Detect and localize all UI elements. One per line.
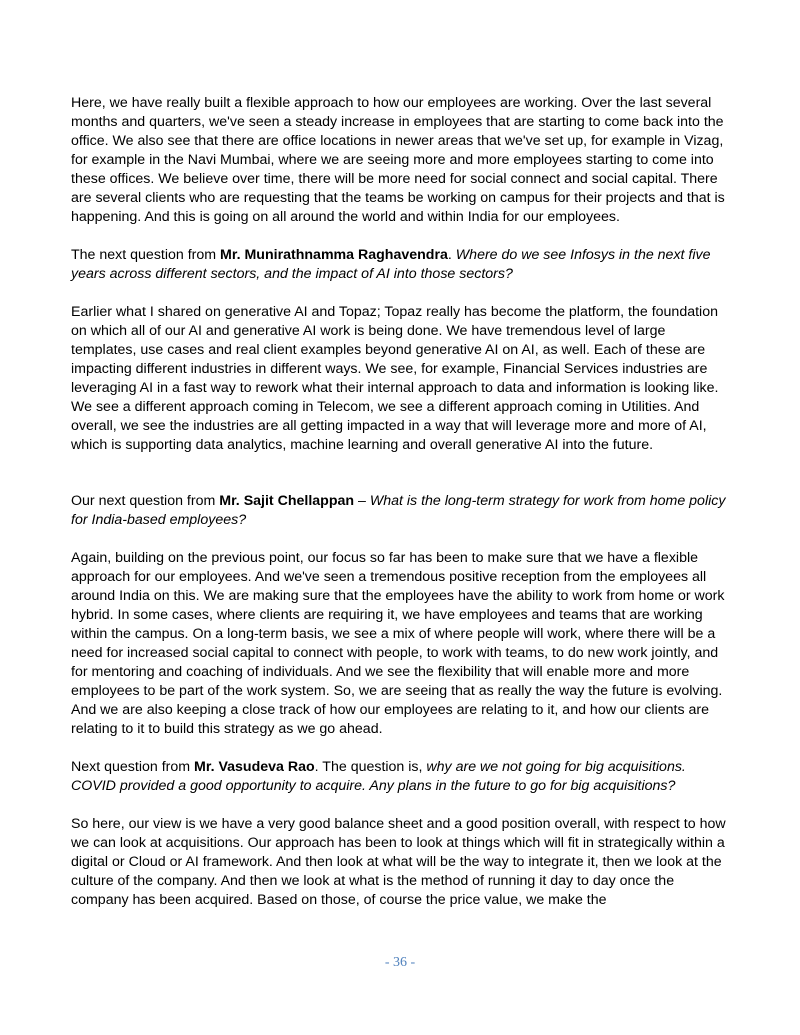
questioner-name: Mr. Munirathnamma Raghavendra	[220, 247, 448, 263]
question-separator: . The question is,	[314, 759, 427, 775]
questioner-name: Mr. Vasudeva Rao	[194, 759, 315, 775]
answer-paragraph: So here, our view is we have a very good balance sheet and a good position overall, with respect to how we can look at acquisitions. Our approach has been to look at things which will fit in strategically within a digital or Cloud or AI framework. And then look at what will be the way to integrate it, then we look at the culture of the company. And then we look at what is the method of running it day to day once the company has been acquired. Based on those, of course the price value, we make the	[71, 816, 726, 908]
question-paragraph	[71, 492, 731, 530]
question-paragraph	[71, 758, 731, 796]
question-separator: .	[447, 247, 456, 263]
question-separator: –	[354, 493, 370, 509]
question-text: why are we not going for big acquisitions. COVID provided a good opportunity to acquire. Any plans in the future to go for big acquisitions?	[71, 759, 686, 794]
answer-paragraph: Again, building on the previous point, our focus so far has been to make sure that we have a flexible approach for our employees. And we've seen a tremendous positive reception from the employees all around India on this. We are making sure that the employees have the ability to work from home or work hybrid. In some cases, where clients are requiring it, we have employees and teams that are working within the campus. On a long-term basis, we see a mix of where people will work, where there will be a need for increased social capital to connect with people, to work with teams, to do new work jointly, and for mentoring and coaching of individuals. And we see the flexibility that will enable more and more employees to be part of the work system. So, we are seeing that as really the way the future is evolving. And we are also keeping a close track of how our employees are relating to it, and how our clients are relating to it to build this strategy as we go ahead.	[71, 550, 725, 737]
answer-paragraph: Earlier what I shared on generative AI and Topaz; Topaz really has become the platform, the foundation on which all of our AI and generative AI work is being done. We have tremendous level of large templates, use cases and real client examples beyond generative AI on AI, as well. Each of these are impacting different industries in different ways. We see, for example, Financial Services industries are leveraging AI in a fast way to rework what their internal approach to data and information is looking like. We see a different approach coming in Telecom, we see a different approach coming in Utilities. And overall, we see the industries are all getting impacted in a way that will leverage more and more of AI, which is supporting data analytics, machine learning and overall generative AI into the future.	[71, 304, 719, 453]
questioner-name: Mr. Sajit Chellappan	[219, 493, 355, 509]
page-number: - 36 -	[384, 955, 416, 970]
question-text: Where do we see Infosys in the next five years across different sectors, and the impact of AI into those sectors?	[71, 247, 711, 282]
question-prefix: Next question from	[71, 759, 195, 775]
question-text: What is the long-term strategy for work from home policy for India-based employees?	[71, 493, 726, 528]
document-page	[71, 94, 731, 929]
question-prefix: The next question from	[71, 247, 221, 263]
answer-paragraph: Here, we have really built a flexible approach to how our employees are working. Over the last several months and quarters, we've seen a steady increase in employees that are starting to come back into the office. We also see that there are office locations in newer areas that we've set up, for example in Vizag, for example in the Navi Mumbai, where we are seeing more and more employees starting to come into these offices. We believe over time, there will be more need for social connect and social capital. There are several clients who are requesting that the teams be working on campus for their projects and that is happening. And this is going on all around the world and within India for our employees.	[71, 95, 725, 225]
question-paragraph	[71, 246, 731, 284]
question-prefix: Our next question from	[71, 493, 220, 509]
